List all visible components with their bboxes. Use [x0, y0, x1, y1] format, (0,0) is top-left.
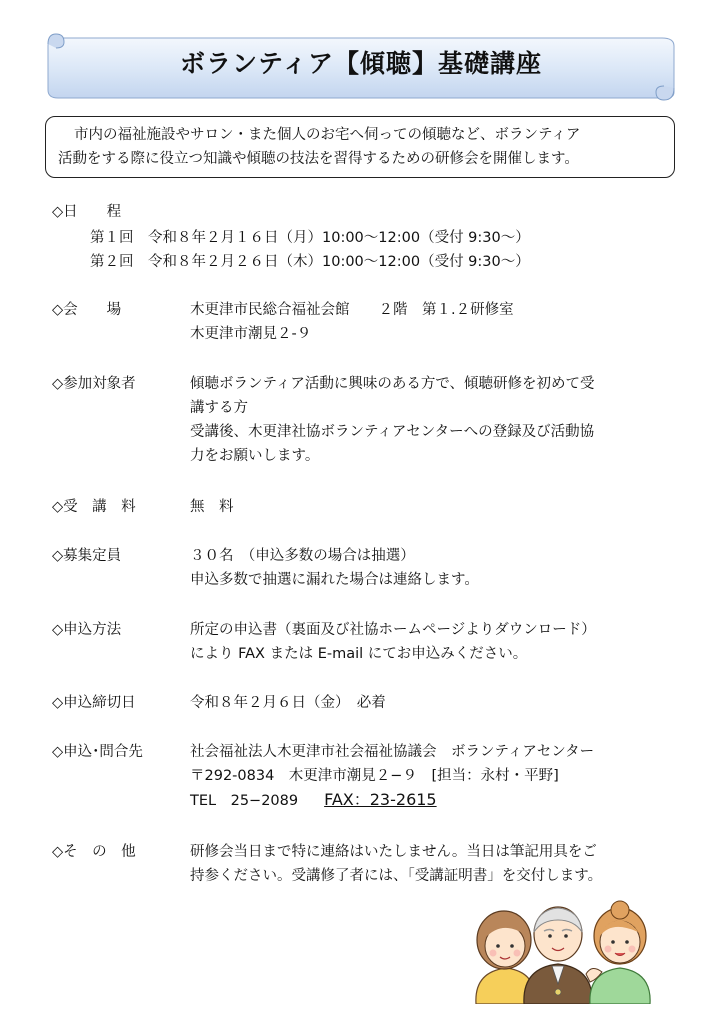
contact-address: 〒292-0834 木更津市潮見２−９ [担当：永村・平野]: [190, 768, 559, 784]
fee-section: [52, 495, 672, 519]
fee-label: ◇受 講 料: [52, 499, 136, 515]
venue-name: 木更津市民総合福祉会館 ２階 第１.２研修室: [190, 302, 514, 318]
intro-box: [45, 116, 675, 178]
target-text: 講する方: [190, 400, 248, 416]
page-title: ボランティア【傾聴】基礎講座: [179, 49, 542, 78]
contact-tel: TEL 25−2089: [190, 793, 299, 809]
other-text: 研修会当日まで特に連絡はいたしません。当日は筆記用具をご: [190, 844, 597, 860]
target-text: 傾聴ボランティア活動に興味のある方で、傾聴研修を初めて受: [190, 376, 595, 392]
people-illustration: [462, 880, 662, 1008]
deadline-section: [52, 691, 672, 715]
schedule-label: ◇日 程: [52, 204, 122, 220]
intro-line: 活動をする際に役立つ知識や傾聴の技法を習得するための研修会を開催します。: [58, 151, 579, 167]
capacity-note: 申込多数で抽選に漏れた場合は連絡します。: [190, 572, 479, 588]
contact-org: 社会福祉法人木更津市社会福祉協議会 ボランティアセンター: [190, 744, 595, 760]
schedule-section: [52, 200, 672, 272]
venue-address: 木更津市潮見２-９: [190, 326, 312, 342]
fee-value: 無 料: [190, 499, 234, 515]
capacity-section: [52, 544, 672, 592]
intro-line: 市内の福祉施設やサロン・また個人のお宅へ伺っての傾聴など、ボランティア: [74, 127, 581, 143]
deadline-value: 令和８年２月６日（金） 必着: [190, 695, 386, 711]
method-section: [52, 618, 682, 666]
venue-label: ◇会 場: [52, 302, 122, 318]
contact-label: ◇申込･問合先: [52, 744, 143, 760]
deadline-label: ◇申込締切日: [52, 695, 136, 711]
venue-section: [52, 298, 672, 346]
title-banner: [44, 30, 678, 104]
method-text: 所定の申込書（裏面及び社協ホームページよりダウンロード）: [190, 622, 596, 638]
target-section: [52, 372, 682, 468]
woman-right-figure: [586, 901, 650, 1004]
capacity-value: ３０名 （申込多数の場合は抽選）: [190, 548, 415, 564]
schedule-session: 第２回 令和８年２月２６日（木）10:00～12:00（受付 9:30～）: [90, 254, 530, 270]
method-label: ◇申込方法: [52, 622, 122, 638]
method-text: により FAX または E-mail にてお申込みください。: [190, 646, 528, 662]
target-text: 力をお願いします。: [190, 448, 320, 464]
target-text: 受講後、木更津社協ボランティアセンターへの登録及び活動協: [190, 424, 595, 440]
other-label: ◇そ の 他: [52, 844, 136, 860]
contact-section: [52, 740, 682, 814]
other-text: 持参ください。受講修了者には、「受講証明書」を交付します。: [190, 868, 603, 884]
capacity-label: ◇募集定員: [52, 548, 122, 564]
schedule-session: 第１回 令和８年２月１６日（月）10:00～12:00（受付 9:30～）: [90, 230, 530, 246]
man-middle-figure: [524, 907, 592, 1004]
contact-fax: FAX：23-2615: [324, 790, 437, 809]
target-label: ◇参加対象者: [52, 376, 136, 392]
